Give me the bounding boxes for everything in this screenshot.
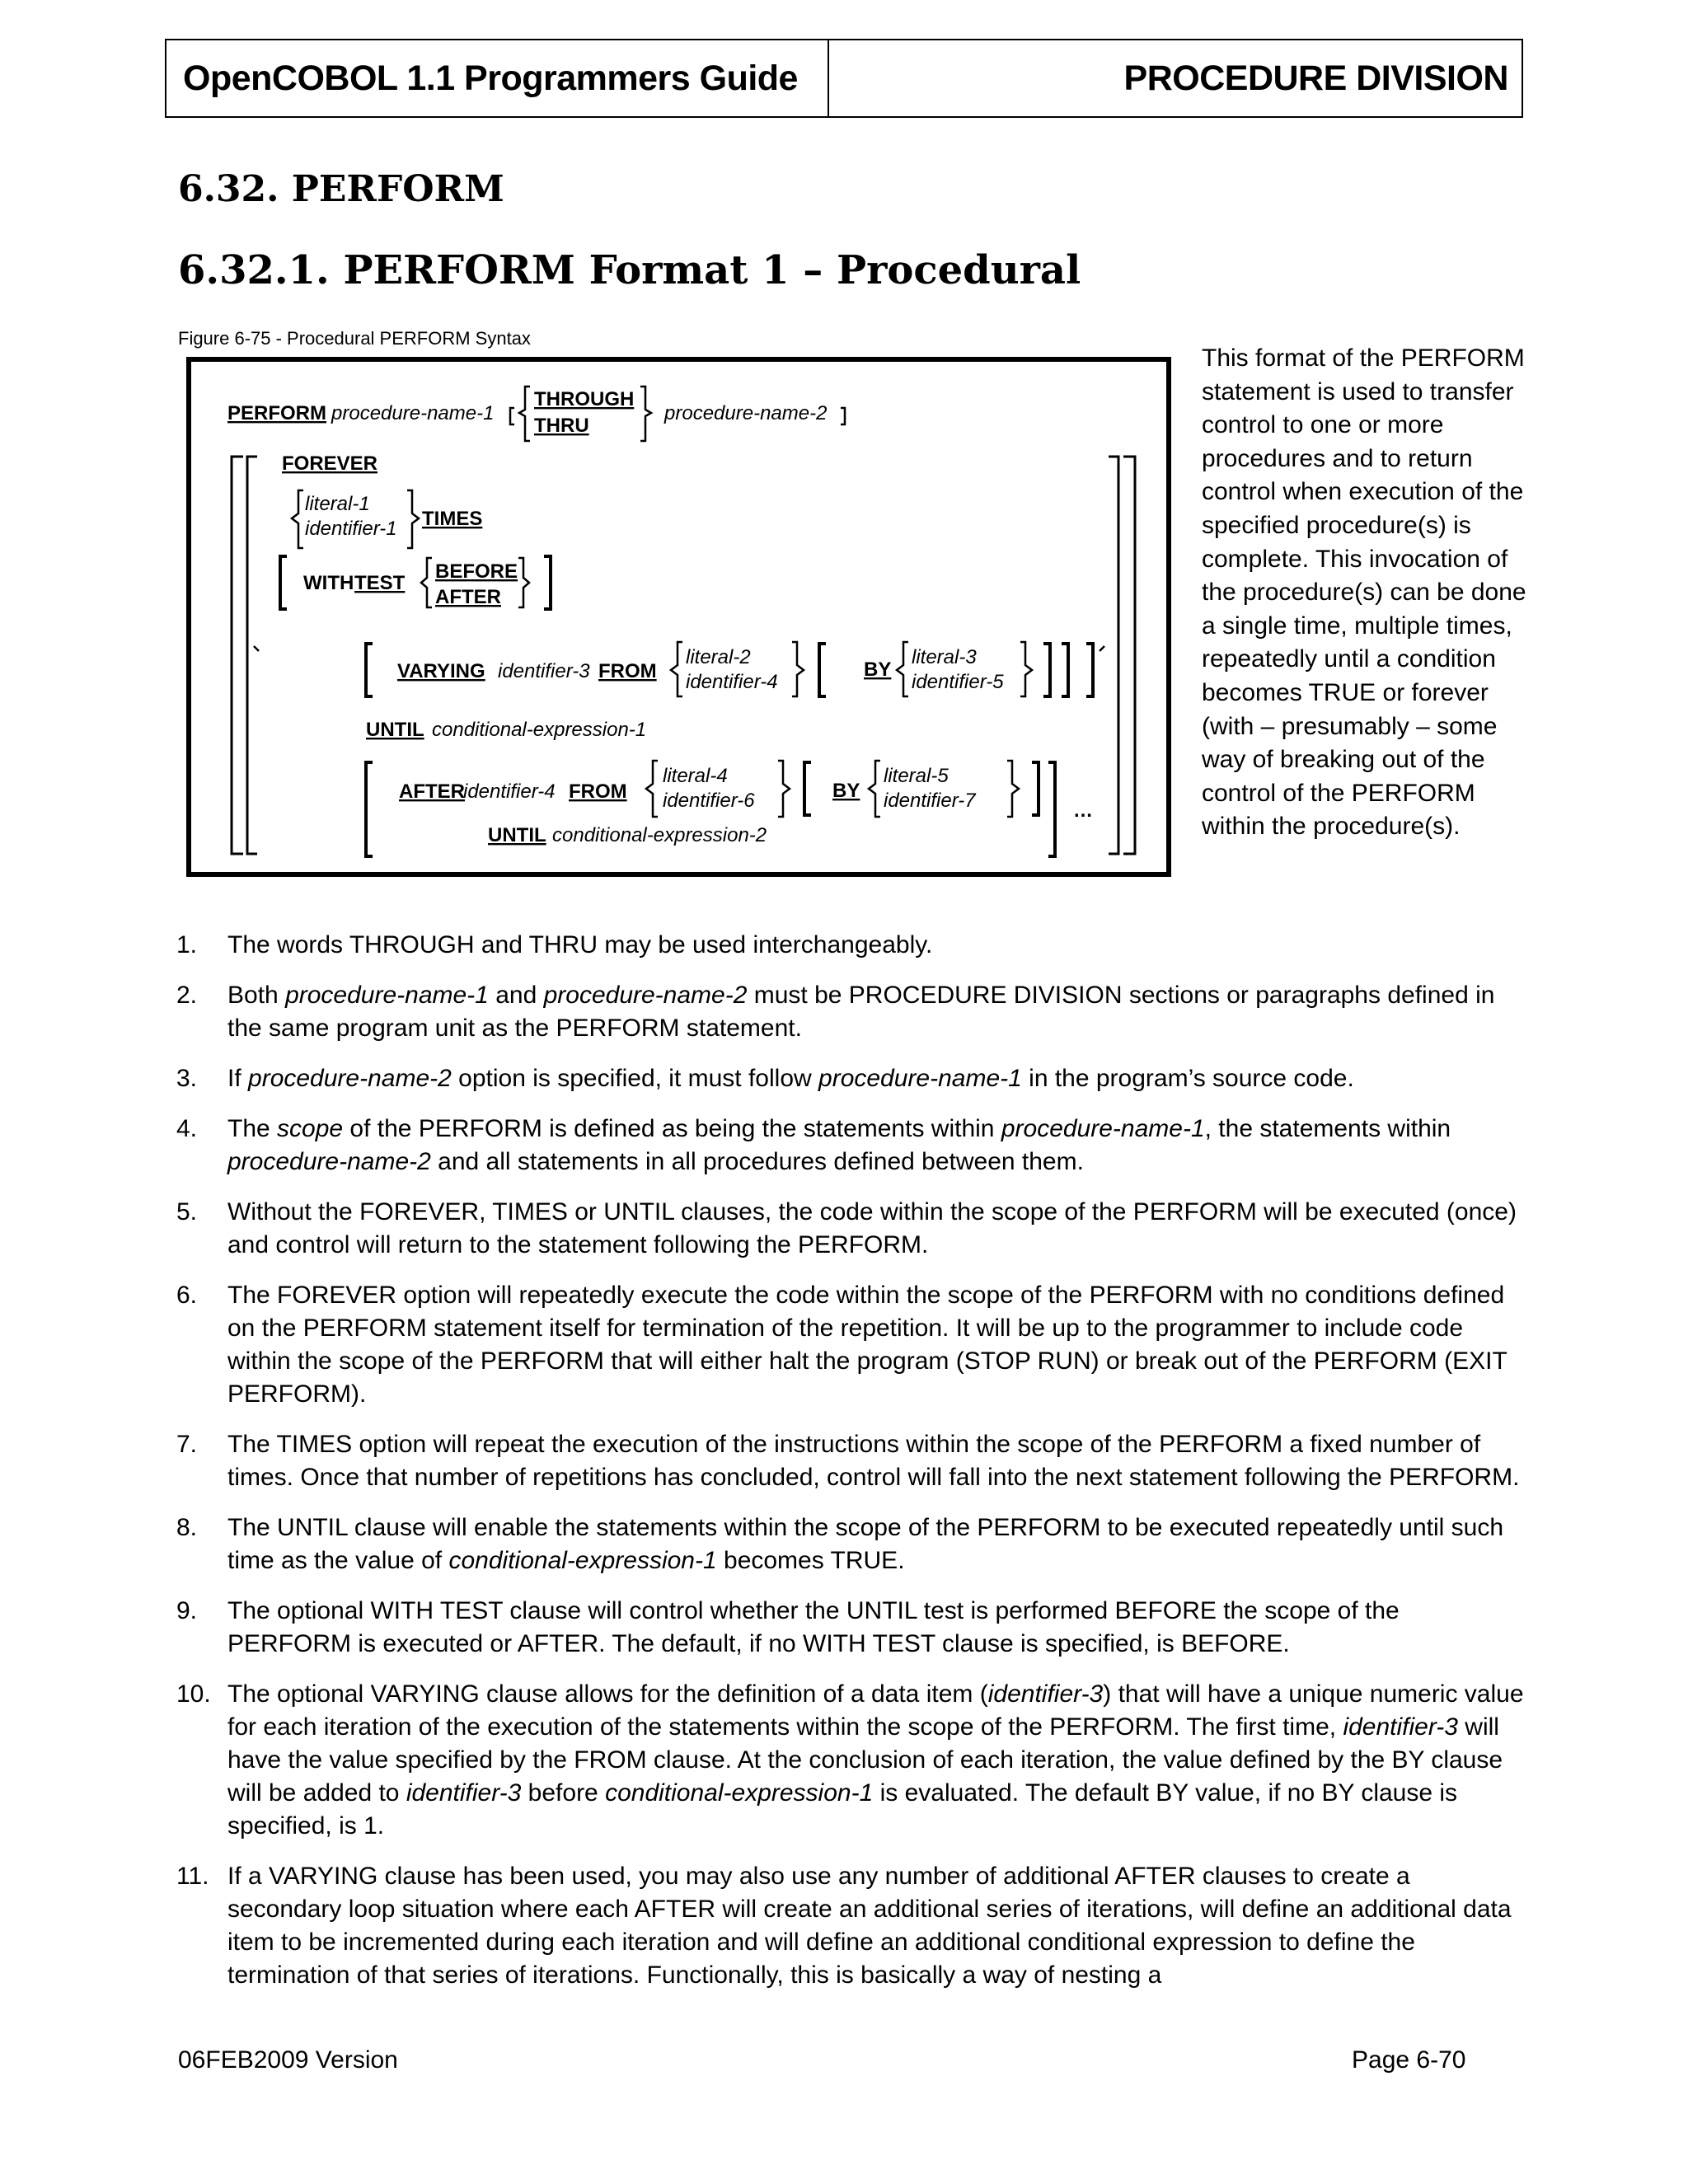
list-item-text: option is specified, it must follow	[451, 1065, 819, 1092]
conditional-expression-1-label: conditional-expression-1	[432, 719, 647, 741]
identifier-4-label: identifier-4	[686, 671, 778, 693]
list-item-number: 11.	[176, 1863, 209, 1890]
kw-from-b: FROM	[569, 780, 627, 803]
list-item	[175, 1511, 1526, 1577]
figure-caption: Figure 6-75 - Procedural PERFORM Syntax	[178, 328, 531, 349]
syntax-labels	[227, 388, 1093, 846]
kw-with: WITH	[303, 572, 354, 594]
literal-5-label: literal-5	[884, 765, 949, 787]
kw-times: TIMES	[422, 508, 483, 530]
kw-until-b: UNTIL	[488, 824, 546, 846]
list-item-number: 6.	[176, 1282, 198, 1309]
syntax-diagram	[186, 357, 1171, 877]
list-item	[175, 1428, 1526, 1494]
identifier-6-label: identifier-6	[663, 790, 755, 812]
syntax-diagram-svg	[191, 362, 1166, 872]
kw-until: UNTIL	[366, 719, 424, 741]
italic-term: procedure-name-1	[818, 1065, 1022, 1092]
list-item	[175, 1860, 1526, 1992]
list-item-text: ) that will have a unique numeric value for each iteration of the execution of the statements within the scope of the PERFORM. The first time,	[227, 1680, 1524, 1741]
subsection-heading: 6.32.1. PERFORM Format 1 – Procedural	[178, 247, 1081, 293]
format-description: This format of the PERFORM statement is used to transfer control to one or more procedures and to return control when execution of the specified procedure(s) is complete. This invocation of the procedure(s) can be done a single time, multiple times, repeatedly until a condition becomes TRUE or forever (with – presumably – some way of breaking out of the control of the PERFORM within the procedure(s).	[1202, 344, 1526, 841]
list-item-number: 8.	[176, 1514, 198, 1541]
literal-4-label: literal-4	[663, 765, 728, 787]
identifier-7-label: identifier-7	[884, 790, 976, 812]
list-item-text: If	[227, 1065, 249, 1092]
list-item	[175, 1196, 1526, 1262]
list-item	[175, 1678, 1526, 1843]
italic-term: conditional-expression-1	[605, 1779, 874, 1807]
identifier-3-label: identifier-3	[498, 660, 590, 682]
list-item-text: and	[488, 982, 544, 1009]
list-item-text: Without the FOREVER, TIMES or UNTIL clauses, the code within the scope of the PERFORM will be executed (once) and control will return to the statement following the PERFORM.	[227, 1198, 1517, 1258]
list-item-number: 1.	[176, 931, 198, 958]
literal-1-label: literal-1	[305, 493, 370, 515]
header-guide-title: OpenCOBOL 1.1 Programmers Guide	[166, 40, 829, 116]
list-item-text: The FOREVER option will repeatedly execute the code within the scope of the PERFORM with no conditions defined on the PERFORM statement itself for termination of the repetition. It will be up to the programmer to include code within the scope of the PERFORM that will either halt the program (STOP RUN) or break out of the PERFORM (EXIT PERFORM).	[227, 1282, 1507, 1408]
italic-term: procedure-name-1	[1001, 1115, 1205, 1142]
list-item-text: is evaluated. The default BY value, if no BY clause is specified, is 1.	[227, 1779, 1458, 1840]
footer-page-number: Page 6-70	[1352, 2046, 1466, 2074]
list-item-number: 4.	[176, 1115, 198, 1142]
kw-perform: PERFORM	[227, 402, 326, 424]
list-item-text: before	[521, 1779, 606, 1807]
list-item-number: 5.	[176, 1198, 198, 1226]
kw-varying: VARYING	[397, 660, 485, 682]
list-item-text: The optional WITH TEST clause will control whether the UNTIL test is performed BEFORE the scope of the PERFORM is executed or AFTER. The default, if no WITH TEST clause is specified, is BEFORE.	[227, 1597, 1400, 1657]
list-item	[175, 979, 1526, 1045]
italic-term: conditional-expression-1	[448, 1547, 717, 1574]
list-item	[175, 1595, 1526, 1661]
list-item-text: in the program’s source code.	[1021, 1065, 1354, 1092]
list-item-text: The TIMES option will repeat the execution of the instructions within the scope of the PERFORM a fixed number of times. Once that number of repetitions has concluded, control will fall into the next statement following the PERFORM.	[227, 1431, 1520, 1491]
procedure-name-1-label: procedure-name-1	[331, 402, 495, 424]
kw-thru: THRU	[534, 415, 589, 437]
page-header	[165, 39, 1523, 118]
kw-forever: FOREVER	[282, 452, 378, 475]
list-item-text: must be PROCEDURE DIVISION sections or paragraphs defined in the same program unit as the PERFORM statement.	[227, 982, 1495, 1042]
italic-term: procedure-name-2	[543, 982, 748, 1009]
kw-after: AFTER	[435, 586, 501, 608]
kw-by-b: BY	[832, 780, 860, 802]
list-item-text: The optional VARYING clause allows for the definition of a data item (	[227, 1680, 988, 1708]
list-item-number: 10.	[176, 1680, 211, 1708]
identifier-1-label: identifier-1	[305, 518, 397, 540]
list-item-text: and all statements in all procedures defined between them.	[430, 1148, 1084, 1175]
identifier-5-label: identifier-5	[912, 671, 1004, 693]
ellipsis: …	[1073, 799, 1093, 822]
italic-term: procedure-name-1	[285, 982, 489, 1009]
list-item-text: The	[227, 1115, 278, 1142]
conditional-expression-2-label: conditional-expression-2	[552, 824, 767, 846]
list-item-text: , the statements within	[1204, 1115, 1451, 1142]
list-item-text: of the PERFORM is defined as being the statements within	[343, 1115, 1001, 1142]
kw-from: FROM	[598, 660, 657, 682]
list-item-text: becomes TRUE.	[716, 1547, 905, 1574]
italic-term: identifier-3	[987, 1680, 1104, 1708]
list-item-number: 2.	[176, 982, 198, 1009]
kw-test: TEST	[354, 572, 406, 594]
footer-version: 06FEB2009 Version	[178, 2046, 398, 2074]
kw-before: BEFORE	[435, 560, 518, 583]
section-heading: 6.32. PERFORM	[178, 168, 504, 210]
kw-through: THROUGH	[534, 388, 635, 410]
italic-term: scope	[277, 1115, 344, 1142]
header-section-title: PROCEDURE DIVISION	[1123, 58, 1508, 98]
rules-list	[175, 929, 1526, 2009]
list-item-number: 7.	[176, 1431, 198, 1458]
list-item-number: 3.	[176, 1065, 198, 1092]
identifier-4b-label: identifier-4	[463, 780, 556, 803]
procedure-name-2-label: procedure-name-2	[664, 402, 828, 424]
literal-3-label: literal-3	[912, 646, 977, 668]
list-item-text: will have the value specified by the FROM clause. At the conclusion of each iteration, the value defined by the BY clause will be added to	[227, 1713, 1503, 1807]
kw-after-clause: AFTER	[399, 780, 465, 803]
italic-term: procedure-name-2	[248, 1065, 452, 1092]
list-item-text: The words THROUGH and THRU may be used interchangeably.	[227, 931, 933, 958]
list-item	[175, 929, 1526, 962]
literal-2-label: literal-2	[686, 646, 751, 668]
list-item	[175, 1113, 1526, 1179]
list-item-number: 9.	[176, 1597, 198, 1624]
list-item-text: Both	[227, 982, 286, 1009]
list-item-text: The UNTIL clause will enable the statements within the scope of the PERFORM to be executed repeatedly until such time as the value of	[227, 1514, 1504, 1574]
list-item	[175, 1279, 1526, 1411]
italic-term: identifier-3	[1343, 1713, 1458, 1741]
list-item	[175, 1062, 1526, 1095]
kw-by: BY	[864, 658, 892, 681]
italic-term: identifier-3	[406, 1779, 522, 1807]
list-item-text: If a VARYING clause has been used, you may also use any number of additional AFTER clauses to create a secondary loop situation where each AFTER will create an additional series of iterations, will define an additional data item to be incremented during each iteration and will define an additional conditional expression to define the termination of that series of iterations. Functionally, this is basically a way of nesting a	[227, 1863, 1512, 1989]
italic-term: procedure-name-2	[227, 1148, 431, 1175]
